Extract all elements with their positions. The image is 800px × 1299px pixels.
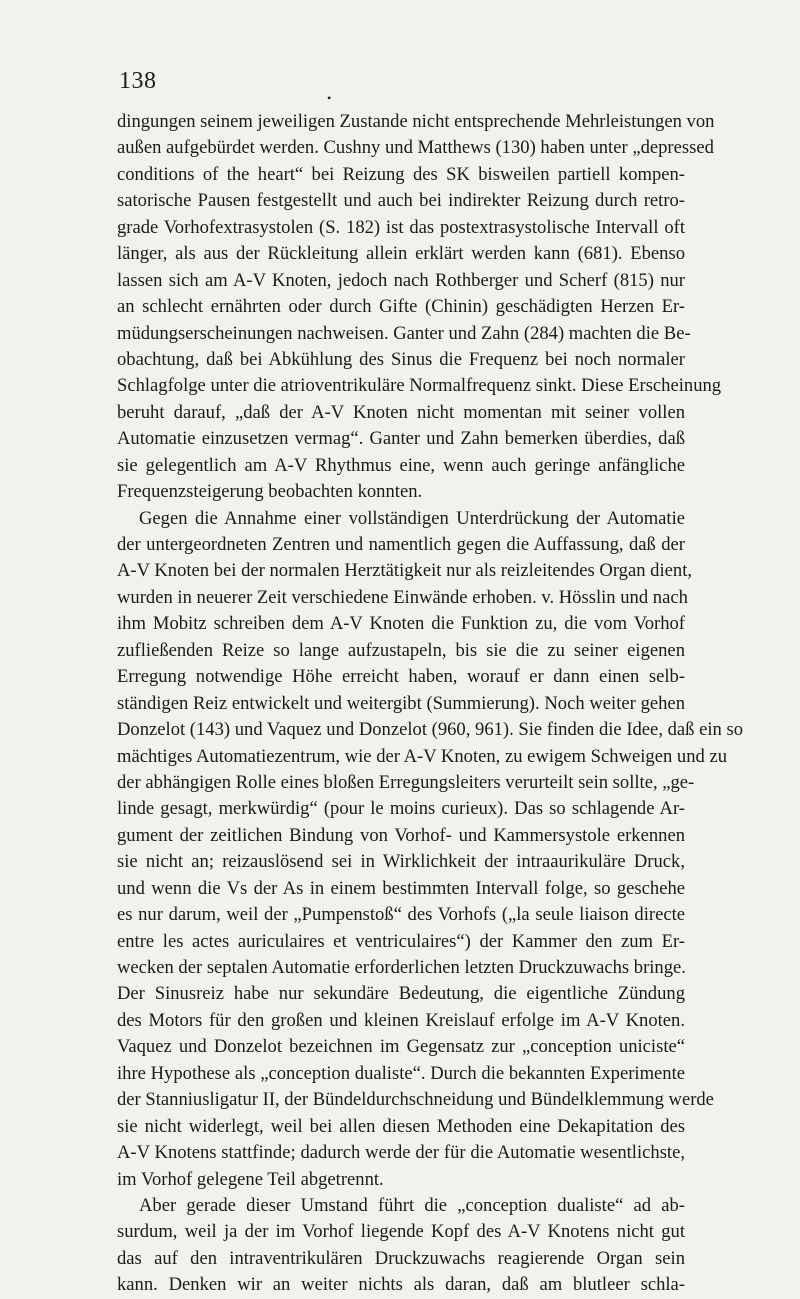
text-line: der Stanniusligatur II, der Bündeldurchschneidung und Bündelklemmung werde bbox=[117, 1089, 714, 1111]
text-line: der abhängigen Rolle eines bloßen Erregungsleiters verurteilt sein sollte, „ge- bbox=[117, 771, 695, 793]
text-line: Frequenzsteigerung beobachten konnten. bbox=[117, 481, 423, 503]
text-line: entre les actes auriculaires et ventriculaires“) der Kammer den zum Er- bbox=[117, 930, 685, 952]
text-line: beruht darauf, „daß der A-V Knoten nicht momentan mit seiner vollen bbox=[117, 401, 685, 423]
text-line: wecken der septalen Automatie erforderlichen letzten Druckzuwachs bringe. bbox=[117, 957, 686, 978]
text-line: Gegen die Annahme einer vollständigen Unterdrückung der Automatie bbox=[139, 507, 685, 529]
text-line: der untergeordneten Zentren und namentlich gegen die Auffassung, daß der bbox=[117, 534, 685, 555]
text-line: länger, als aus der Rückleitung allein erklärt werden kann (681). Ebenso bbox=[117, 243, 685, 265]
text-line: sie gelegentlich am A-V Rhythmus eine, wenn auch geringe anfängliche bbox=[117, 454, 685, 476]
text-line: im Vorhof gelegene Teil abgetrennt. bbox=[117, 1168, 384, 1190]
text-line: A-V Knotens stattfinde; dadurch werde der für die Automatie wesentlichste, bbox=[117, 1142, 685, 1164]
text-line: kann. Denken wir an weiter nichts als daran, daß am blutleer schla- bbox=[117, 1274, 685, 1296]
text-line: A-V Knoten bei der normalen Herztätigkeit nur als reizleitendes Organ dient, bbox=[117, 560, 693, 582]
text-line: und wenn die Vs der As in einem bestimmten Intervall folge, so geschehe bbox=[117, 877, 685, 899]
text-line: Schlagfolge unter die atrioventrikuläre Normalfrequenz sinkt. Diese Erscheinung bbox=[117, 375, 722, 397]
text-line: lassen sich am A-V Knoten, jedoch nach Rothberger und Scherf (815) nur bbox=[117, 269, 685, 291]
text-line: an schlecht ernährten oder durch Gifte (Chinin) geschädigten Herzen Er- bbox=[117, 296, 685, 318]
text-line: conditions of the heart“ bei Reizung des SK bisweilen partiell kompen- bbox=[117, 163, 685, 185]
text-line: Vaquez und Donzelot bezeichnen im Gegensatz zur „conception uniciste“ bbox=[117, 1036, 685, 1058]
text-line: sie nicht widerlegt, weil bei allen diesen Methoden eine Dekapitation des bbox=[117, 1115, 685, 1137]
text-line: gument der zeitlichen Bindung von Vorhof- und Kammersystole erkennen bbox=[117, 824, 685, 846]
text-line: obachtung, daß bei Abkühlung des Sinus die Frequenz bei noch normaler bbox=[117, 348, 685, 370]
page-number: 138 bbox=[119, 68, 157, 94]
print-speck: • bbox=[327, 91, 332, 105]
text-line: Donzelot (143) und Vaquez und Donzelot (960, 961). Sie finden die Idee, daß ein so bbox=[117, 719, 744, 741]
text-line: ihre Hypothese als „conception dualiste“. Durch die bekannten Experimente bbox=[117, 1062, 685, 1084]
text-line: zufließenden Reize so lange aufzustapeln, bis sie die zu seiner eigenen bbox=[117, 639, 685, 661]
text-line: ihm Mobitz schreiben dem A-V Knoten die Funktion zu, die vom Vorhof bbox=[117, 613, 685, 635]
text-line: Automatie einzusetzen vermag“. Ganter und Zahn bemerken überdies, daß bbox=[117, 428, 685, 450]
body-text bbox=[117, 109, 744, 1299]
text-line: mächtiges Automatiezentrum, wie der A-V Knoten, zu ewigem Schweigen und zu bbox=[117, 745, 727, 767]
text-line: Aber gerade dieser Umstand führt die „conception dualiste“ ad ab- bbox=[139, 1194, 685, 1216]
text-line: das auf den intraventrikulären Druckzuwachs reagierende Organ sein bbox=[117, 1247, 685, 1269]
text-line: grade Vorhofextrasystolen (S. 182) ist das postextrasystolische Intervall oft bbox=[117, 216, 685, 238]
text-line: Der Sinusreiz habe nur sekundäre Bedeutung, die eigentliche Zündung bbox=[117, 983, 685, 1005]
text-line: des Motors für den großen und kleinen Kreislauf erfolge im A-V Knoten. bbox=[117, 1009, 685, 1031]
text-line: es nur darum, weil der „Pumpenstoß“ des Vorhofs („la seule liaison directe bbox=[117, 904, 685, 926]
text-line: ständigen Reiz entwickelt und weitergibt (Summierung). Noch weiter gehen bbox=[117, 692, 685, 714]
text-line: wurden in neuerer Zeit verschiedene Einwände erhoben. v. Hösslin und nach bbox=[117, 586, 688, 608]
text-line: dingungen seinem jeweiligen Zustande nicht entsprechende Mehrleistungen von bbox=[117, 111, 715, 132]
text-line: surdum, weil ja der im Vorhof liegende Kopf des A-V Knotens nicht gut bbox=[117, 1221, 685, 1243]
text-line: außen aufgebürdet werden. Cushny und Matthews (130) haben unter „depressed bbox=[117, 137, 714, 159]
text-line: satorische Pausen festgestellt und auch bei indirekter Reizung durch retro- bbox=[117, 190, 685, 212]
text-line: müdungserscheinungen nachweisen. Ganter und Zahn (284) machten die Be- bbox=[117, 322, 691, 344]
text-line: sie nicht an; reizauslösend sei in Wirklichkeit der intraaurikuläre Druck, bbox=[117, 851, 685, 873]
text-line: Erregung notwendige Höhe erreicht haben, worauf er dann einen selb- bbox=[117, 666, 685, 688]
text-line: linde gesagt, merkwürdig“ (pour le moins curieux). Das so schlagende Ar- bbox=[117, 798, 685, 820]
